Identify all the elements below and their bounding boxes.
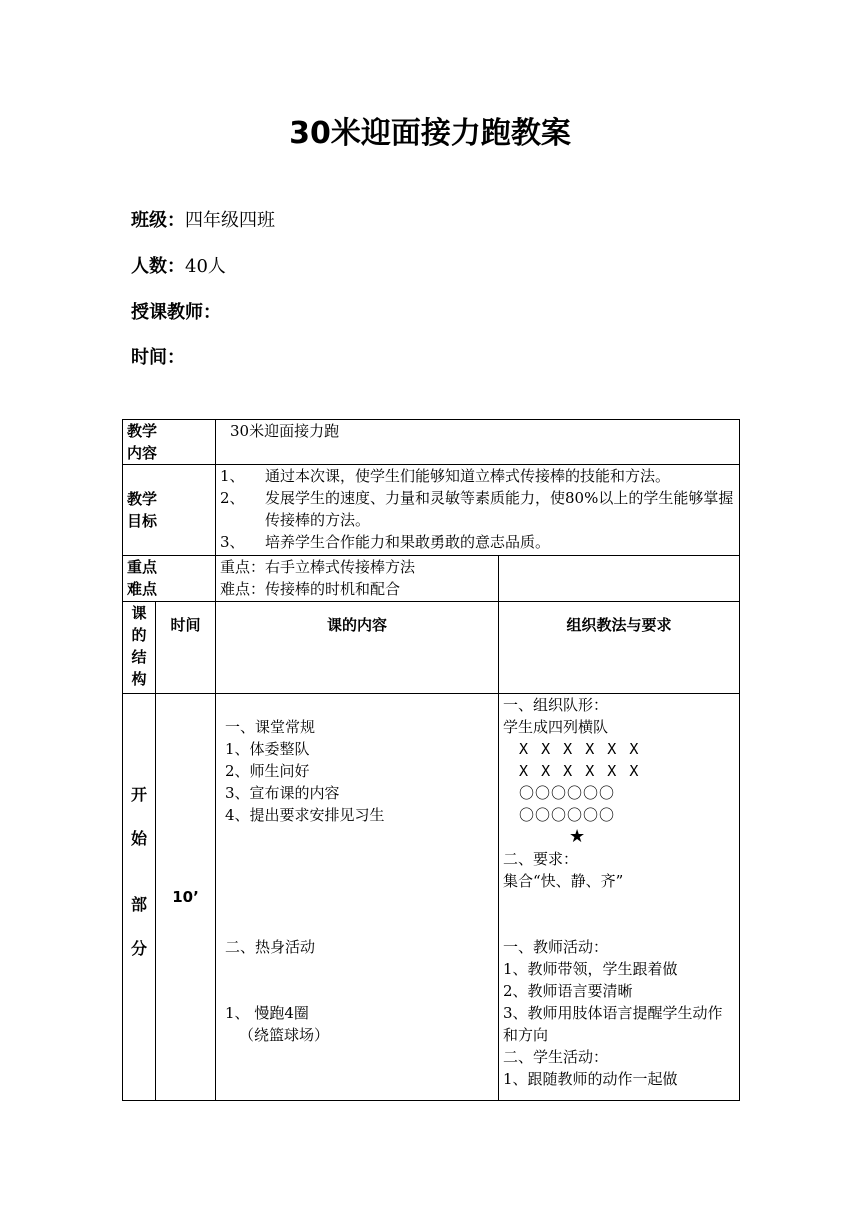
class-value: 四年级四班 <box>185 210 275 231</box>
formation-row: 〇〇〇〇〇〇 <box>519 784 616 802</box>
teacher-activity-title: 一、教师活动： <box>503 938 609 956</box>
teacher-activity-item: 2、教师语言要清晰 <box>503 982 633 1000</box>
routine-title: 一、课堂常规 <box>225 718 316 736</box>
content-value: 30米迎面接力跑 <box>216 420 740 465</box>
key-point: 重点：右手立棒式传接棒方法 <box>220 558 416 576</box>
teacher-line <box>131 298 221 324</box>
time-line <box>131 343 185 369</box>
warmup-title: 二、热身活动 <box>225 938 316 956</box>
teacher-star-icon: ★ <box>569 826 586 847</box>
formation-desc: 学生成四列横队 <box>503 718 609 736</box>
routine-item: 4、提出要求安排见习生 <box>225 806 385 824</box>
content-header: 课的内容 <box>216 602 499 694</box>
difficulty: 难点：传接棒的时机和配合 <box>220 580 401 598</box>
table-row <box>123 420 740 465</box>
class-line <box>131 206 275 232</box>
formation-row: 〇〇〇〇〇〇 <box>519 806 616 824</box>
section-content <box>216 694 499 1101</box>
goals-cell <box>216 465 740 556</box>
student-activity-title: 二、学生活动： <box>503 1048 609 1066</box>
empty-cell <box>499 556 740 602</box>
section-method <box>499 694 740 1101</box>
table-row <box>123 465 740 556</box>
table-header-row <box>123 602 740 694</box>
routine-item: 3、宣布课的内容 <box>225 784 340 802</box>
routine-item: 1、体委整队 <box>225 740 310 758</box>
goal-item: 1、 通过本次课，使学生们能够知道立棒式传接棒的技能和方法。 <box>220 467 671 485</box>
section-time: 10’ <box>156 694 216 1101</box>
page-title: 30米迎面接力跑教案 <box>289 116 571 151</box>
count-line <box>131 252 226 278</box>
section-name: 开 始 部 分 <box>123 694 156 1101</box>
key-points-cell <box>216 556 499 602</box>
lesson-plan-table <box>122 419 740 1101</box>
teacher-activity-item: 1、教师带领，学生跟着做 <box>503 960 678 978</box>
time-header: 时间 <box>156 602 216 694</box>
count-label: 人数： <box>131 256 185 277</box>
student-activity-item: 1、跟随教师的动作一起做 <box>503 1070 678 1088</box>
structure-header: 课 的 结 构 <box>123 602 156 694</box>
teacher-activity-item: 3、教师用肢体语言提醒学生动作和方向 <box>503 1004 723 1044</box>
jog-item: 1、 慢跑4圈 <box>225 1004 309 1022</box>
teacher-label: 授课教师： <box>131 302 221 323</box>
routine-item: 2、师生问好 <box>225 762 310 780</box>
goal-item: 3、 培养学生合作能力和果敢勇敢的意志品质。 <box>220 533 551 551</box>
class-label: 班级： <box>131 210 185 231</box>
jog-note: （绕篮球场） <box>239 1026 330 1044</box>
key-label-cell: 重点 难点 <box>123 556 216 602</box>
content-label-cell: 教学 内容 <box>123 420 216 465</box>
goal-item: 2、 发展学生的速度、力量和灵敏等素质能力，使80%以上的学生能够掌握传接棒的方法。 <box>220 489 734 529</box>
requirement-title: 二、要求： <box>503 850 579 868</box>
formation-row: X X X X X X <box>519 740 641 758</box>
goals-label-cell: 教学 目标 <box>123 465 216 556</box>
section-row <box>123 694 740 1101</box>
method-header: 组织教法与要求 <box>499 602 740 694</box>
formation-row: X X X X X X <box>519 762 641 780</box>
time-label: 时间： <box>131 347 185 368</box>
count-value: 40人 <box>185 256 226 277</box>
formation-title: 一、组织队形： <box>503 696 609 714</box>
table-row <box>123 556 740 602</box>
requirement-text: 集合“快、静、齐” <box>503 872 624 890</box>
